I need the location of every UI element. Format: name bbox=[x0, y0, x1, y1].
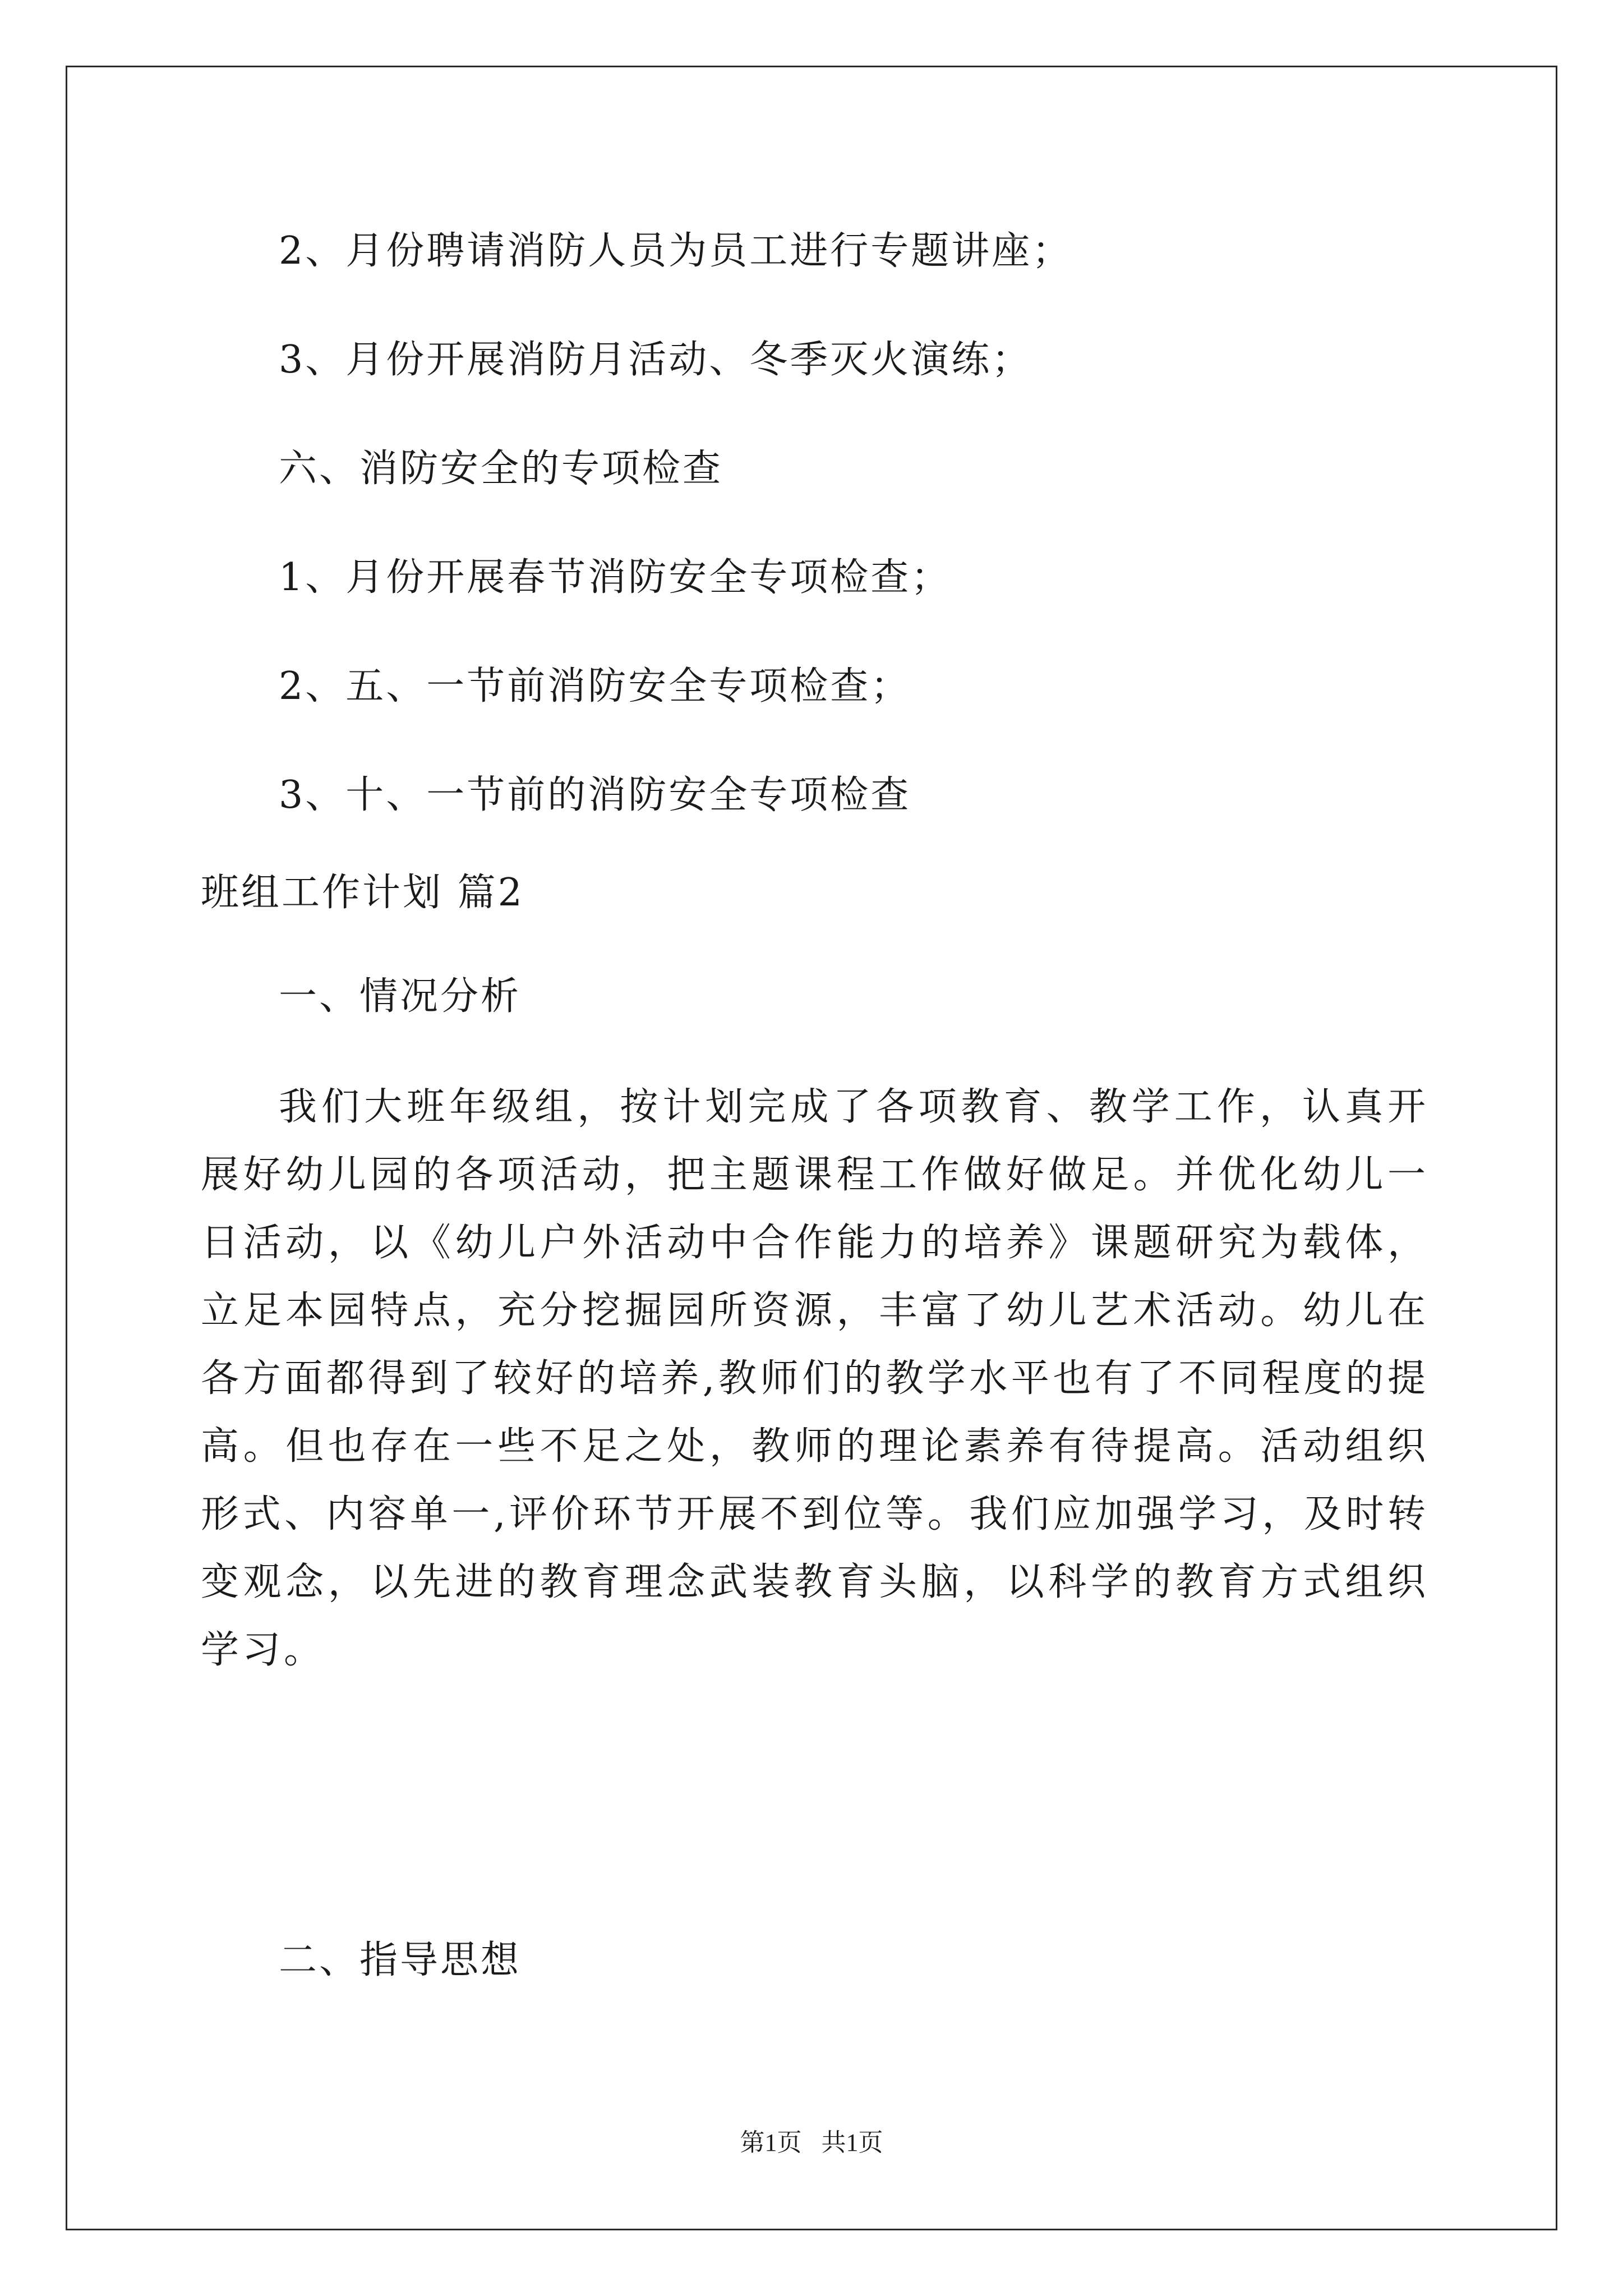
section-title: 班组工作计划 篇2 bbox=[201, 871, 524, 915]
list-item: 3、十、一节前的消防安全专项检查 bbox=[279, 773, 911, 817]
list-item: 2、五、一节前消防安全专项检查； bbox=[279, 664, 911, 708]
list-item: 2、月份聘请消防人员为员工进行专题讲座； bbox=[279, 229, 1073, 273]
section-heading: 一、情况分析 bbox=[279, 974, 522, 1019]
section-heading: 六、消防安全的专项检查 bbox=[279, 447, 723, 491]
list-item: 1、月份开展春节消防安全专项检查； bbox=[279, 555, 952, 600]
page-total: 共1页 bbox=[821, 2129, 883, 2156]
page-footer bbox=[0, 2126, 1623, 2160]
list-item: 3、月份开展消防月活动、冬季灭火演练； bbox=[279, 338, 1032, 382]
page-number: 第1页 bbox=[740, 2129, 802, 2156]
section-heading: 二、指导思想 bbox=[279, 1938, 522, 1982]
body-paragraph: 我们大班年级组，按计划完成了各项教育、教学工作，认真开展好幼儿园的各项活动，把主题课程工作做好做足。并优化幼儿一日活动，以《幼儿户外活动中合作能力的培养》课题研究为载体，立足本园特点，充分挖掘园所资源，丰富了幼儿艺术活动。幼儿在各方面都得到了较好的培养,教师们的教学水平也有了不同程度的提高。但也存在一些不足之处，教师的理论素养有待提高。活动组织形式、内容单一,评价环节开展不到位等。我们应加强学习，及时转变观念，以先进的教育理念武装教育头脑，以科学的教育方式组织学习。 bbox=[201, 1085, 1429, 1672]
